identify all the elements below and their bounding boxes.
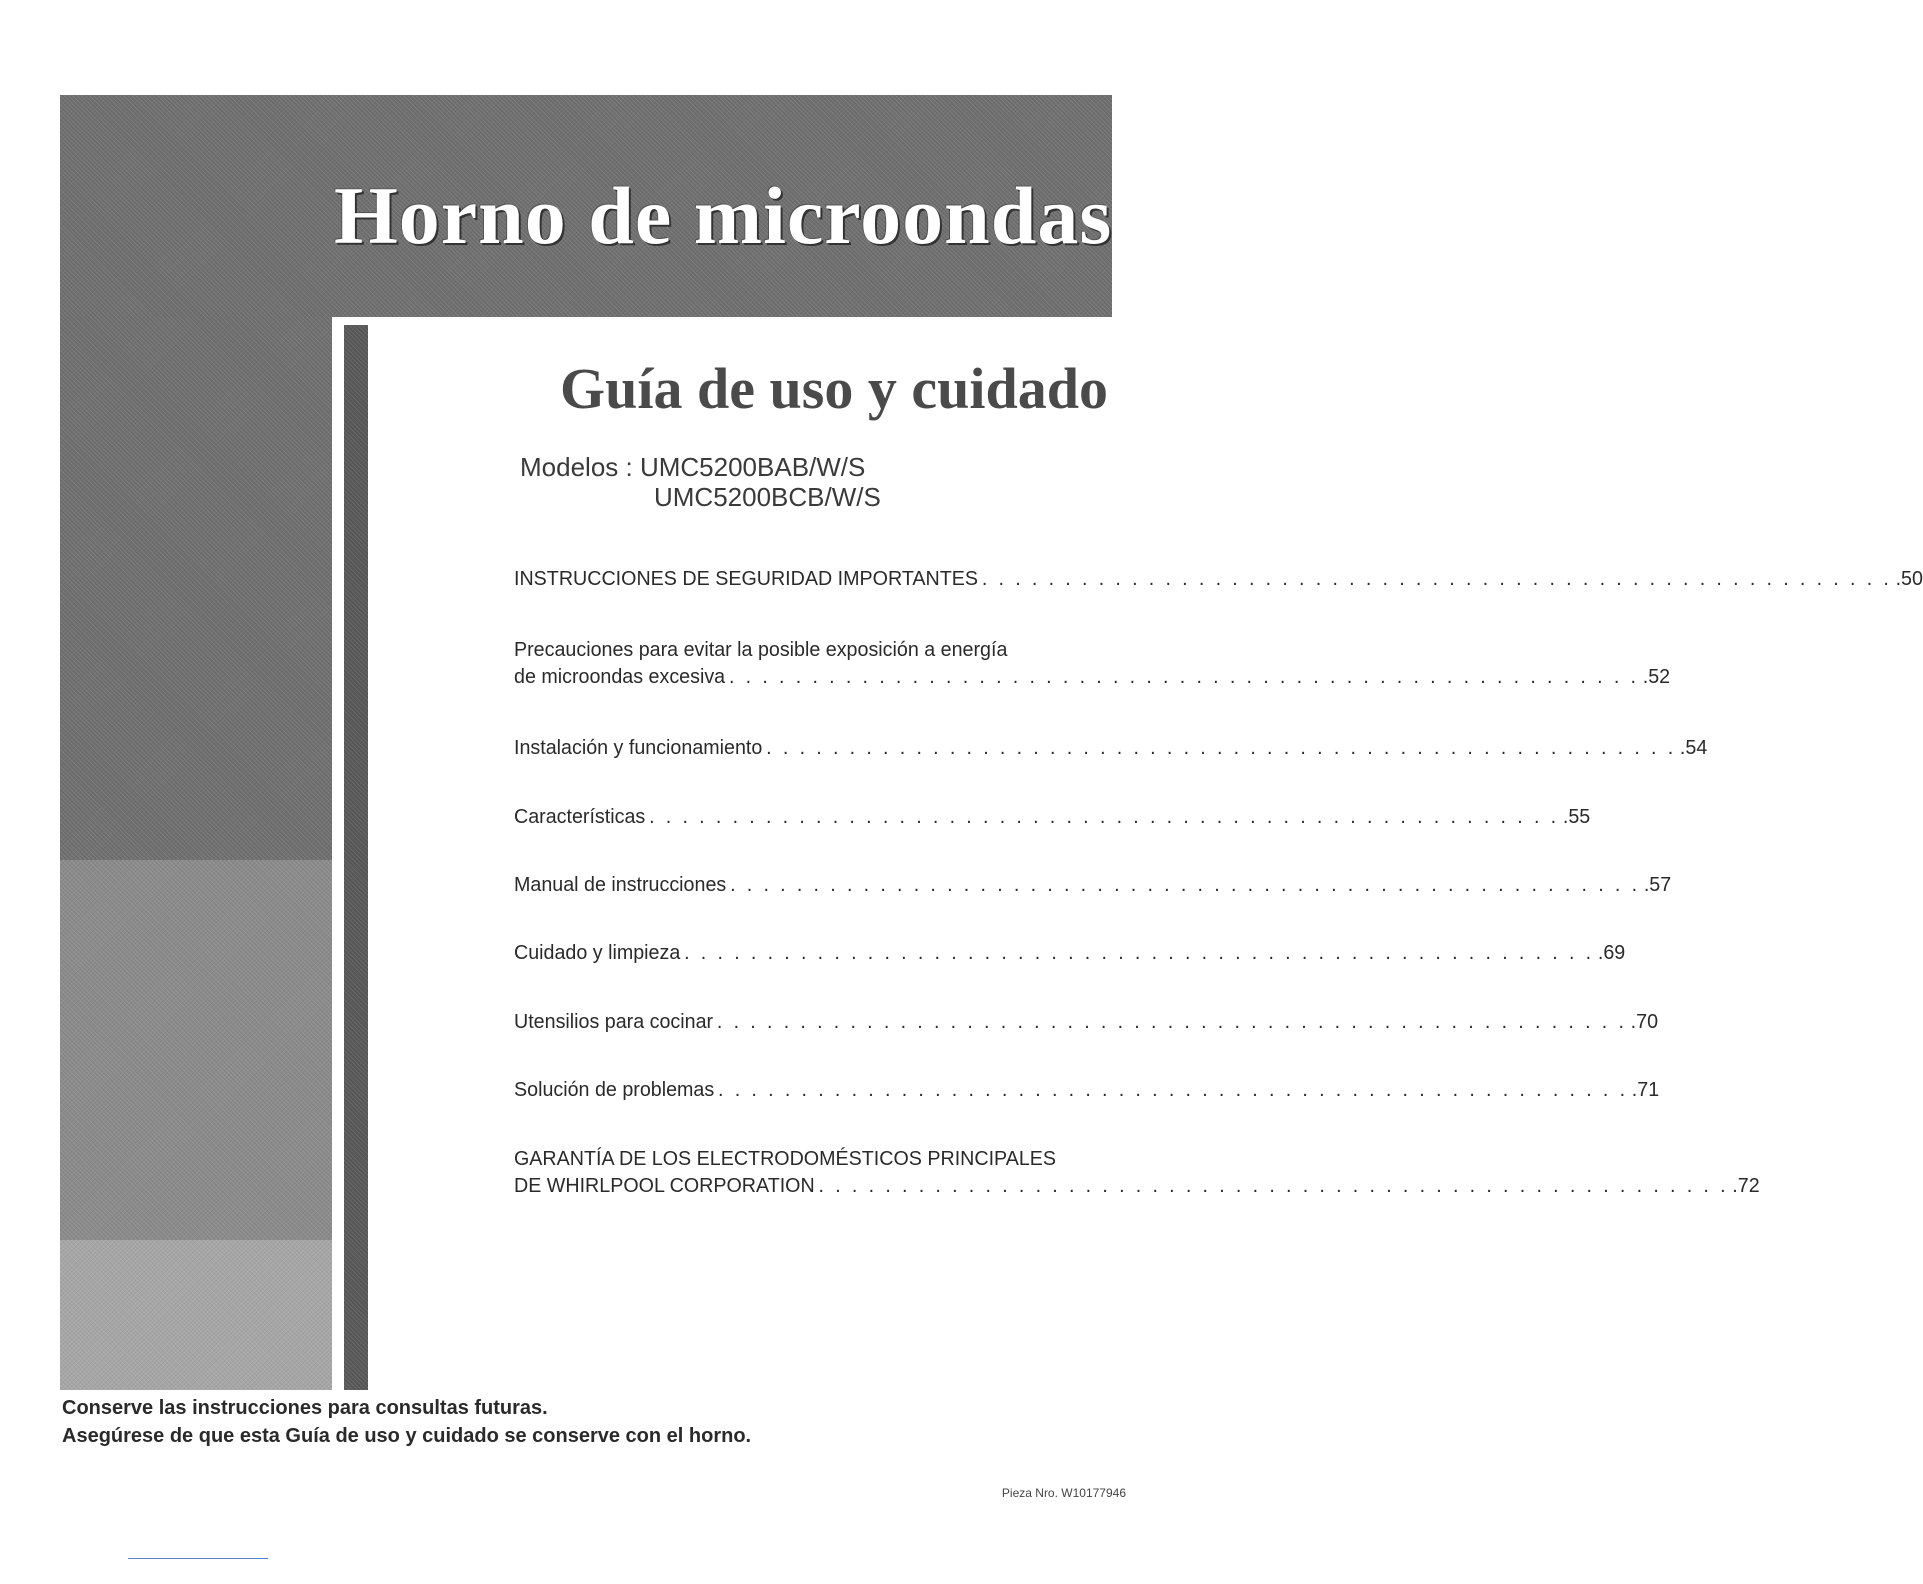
side-band-middle xyxy=(60,860,332,1240)
toc-leader-dots: . . . . . . . . . . . . . . . . . . . . . . . . . . . . . . . . . . . . . . . . . . . . . . . . . . . . . . . xyxy=(716,1010,1627,1033)
side-band-lower xyxy=(60,1240,332,1390)
toc-leader-dots: . . . . . . . . . . . . . . . . . . . . . . . . . . . . . . . . . . . . . . . . . . . . . . . . . . . . . . . xyxy=(649,805,1560,828)
footer-notes xyxy=(62,1394,962,1450)
toc-page-number: .55 xyxy=(1562,805,1591,828)
toc-leader-dots: . . . . . . . . . . . . . . . . . . . . . . . . . . . . . . . . . . . . . . . . . . . . . . . . . . . . . . . xyxy=(766,736,1677,759)
toc-entry-installation[interactable] xyxy=(514,734,1708,761)
footer-note-store: Asegúrese de que esta Guía de uso y cuidado se conserve con el horno. xyxy=(62,1425,752,1447)
models-label: Modelos : xyxy=(520,452,633,482)
footer-note-keep: Conserve las instrucciones para consultas futuras. xyxy=(62,1397,548,1419)
toc-page-number: .71 xyxy=(1631,1078,1660,1101)
toc-label: INSTRUCCIONES DE SEGURIDAD IMPORTANTES xyxy=(514,567,978,590)
toc-leader-dots: . . . . . . . . . . . . . . . . . . . . . . . . . . . . . . . . . . . . . . . . . . . . . . . . . . . . . . . xyxy=(684,941,1595,964)
toc-leader-dots: . . . . . . . . . . . . . . . . . . . . . . . . . . . . . . . . . . . . . . . . . . . . . . . . . . . . . . . xyxy=(728,665,1639,688)
toc-leader-dots: . . . . . . . . . . . . . . . . . . . . . . . . . . . . . . . . . . . . . . . . . . . . . . . . . . . . . . . xyxy=(730,873,1640,896)
toc-label: Utensilios para cocinar xyxy=(514,1010,714,1033)
toc-page-number: .57 xyxy=(1643,873,1672,896)
toc-label: DE WHIRLPOOL CORPORATION xyxy=(514,1174,815,1197)
toc-page-number: .69 xyxy=(1597,941,1626,964)
toc-entry-precautions[interactable] xyxy=(514,636,1671,690)
vertical-divider-bar xyxy=(344,325,368,1390)
toc-leader-dots: . . . . . . . . . . . . . . . . . . . . . . . . . . . . . . . . . . . . . . . . . . . . . . . . . . . . . . . xyxy=(818,1174,1729,1197)
toc-entry-features[interactable] xyxy=(514,803,1591,830)
toc-label: Características xyxy=(514,805,646,828)
models-block xyxy=(520,452,1080,512)
toc-entry-manual[interactable] xyxy=(514,871,1672,898)
toc-page-number: .54 xyxy=(1679,736,1708,759)
model-number-first: UMC5200BAB/W/S xyxy=(639,452,866,482)
toc-entry-warranty[interactable] xyxy=(514,1145,1760,1199)
toc-entry-care[interactable] xyxy=(514,939,1626,966)
toc-label: de microondas excesiva xyxy=(514,665,726,688)
toc-page-number: .70 xyxy=(1630,1010,1659,1033)
part-number: Pieza Nro. W10177946 xyxy=(1001,1486,1126,1500)
toc-leader-dots: . . . . . . . . . . . . . . . . . . . . . . . . . . . . . . . . . . . . . . . . . . . . . . . . . . . . . . . xyxy=(718,1078,1628,1101)
toc-label: Cuidado y limpieza xyxy=(514,941,681,964)
model-number-second: UMC5200BCB/W/S xyxy=(654,482,881,512)
models-row-first xyxy=(520,452,1080,482)
toc-entry-utensils[interactable] xyxy=(514,1008,1659,1035)
toc-label: Manual de instrucciones xyxy=(514,873,727,896)
toc-label: Solución de problemas xyxy=(514,1078,715,1101)
toc-label: Instalación y funcionamiento xyxy=(514,736,763,759)
document-title: Horno de microondas xyxy=(334,170,1113,261)
models-row-second xyxy=(520,482,1080,512)
toc-page-number: .52 xyxy=(1642,665,1671,688)
bottom-rule xyxy=(128,1558,268,1559)
toc-leader-dots: . . . . . . . . . . . . . . . . . . . . . . . . . . . . . . . . . . . . . . . . . . . . . . . . . . . . . . . xyxy=(981,567,1892,590)
toc-page-number: .50 xyxy=(1895,567,1923,590)
toc-page-number: .72 xyxy=(1732,1174,1760,1197)
toc-entry-safety[interactable] xyxy=(514,565,1923,592)
document-subtitle: Guía de uso y cuidado xyxy=(560,356,1108,421)
toc-label-line1: Precauciones para evitar la posible exposición a energía xyxy=(514,638,1008,661)
toc-entry-troubleshooting[interactable] xyxy=(514,1076,1660,1103)
side-band-upper xyxy=(60,317,332,860)
toc-label-line1: GARANTÍA DE LOS ELECTRODOMÉSTICOS PRINCIPALES xyxy=(514,1147,1057,1170)
